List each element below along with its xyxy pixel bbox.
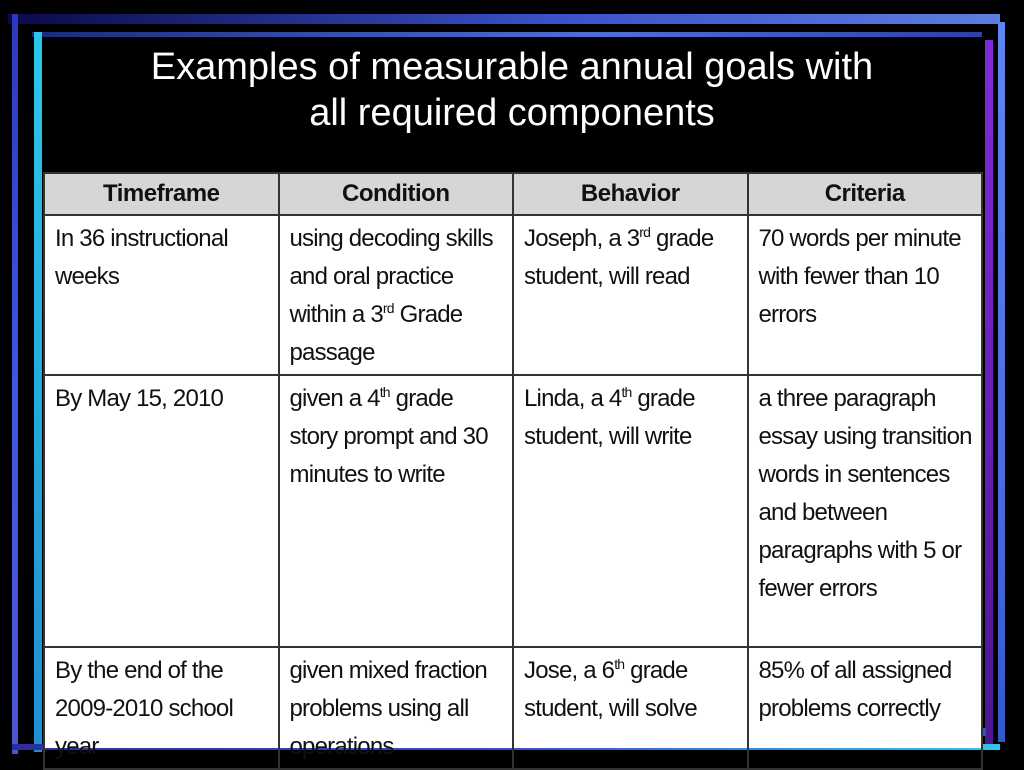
table-row (44, 375, 982, 647)
cell-timeframe: By May 15, 2010 (44, 375, 279, 647)
cell-text: using decoding skills and oral practice within a 3 (289, 225, 493, 328)
cell-text: grade student, will solve (524, 657, 697, 722)
cell-timeframe: By the end of the 2009-2010 school year (44, 647, 279, 769)
cell-text: grade student, will read (524, 225, 714, 290)
cell-behavior (513, 647, 748, 769)
cell-text: given a 4 (289, 385, 380, 412)
frame-bar-right (998, 22, 1005, 742)
header-condition: Condition (279, 173, 514, 215)
cell-text: Grade passage (289, 301, 463, 366)
header-behavior: Behavior (513, 173, 748, 215)
cell-condition (279, 375, 514, 647)
table-header-row (44, 173, 982, 215)
header-timeframe: Timeframe (44, 173, 279, 215)
frame-bar-left-inner (34, 32, 42, 752)
slide-title-line-2: all required components (309, 92, 715, 134)
cell-criteria: 70 words per minute with fewer than 10 errors (748, 215, 983, 375)
slide-title-line-1: Examples of measurable annual goals with (150, 46, 874, 88)
cell-text: grade story prompt and 30 minutes to write (289, 385, 488, 488)
table-row (44, 215, 982, 375)
cell-timeframe: In 36 instructional weeks (44, 215, 279, 375)
cell-criteria: 85% of all assigned problems correctly (748, 647, 983, 769)
goals-table (43, 172, 983, 770)
slide-title (44, 44, 980, 136)
cell-behavior (513, 215, 748, 375)
ordinal-suffix: th (379, 384, 390, 400)
cell-text: Jose, a 6 (524, 657, 615, 684)
table-row (44, 647, 982, 769)
cell-text: Joseph, a 3 (524, 225, 640, 252)
ordinal-suffix: th (614, 656, 625, 672)
cell-criteria: a three paragraph essay using transition words in sentences and between paragraphs with 5 or fewer errors (748, 375, 983, 647)
cell-behavior (513, 375, 748, 647)
frame-bar-left (12, 14, 18, 754)
header-criteria: Criteria (748, 173, 983, 215)
ordinal-suffix: th (621, 384, 632, 400)
frame-bar-top-inner (32, 32, 982, 37)
ordinal-suffix: rd (382, 300, 394, 316)
cell-condition: given mixed fraction problems using all operations (279, 647, 514, 769)
cell-text: grade student, will write (524, 385, 695, 450)
ordinal-suffix: rd (639, 224, 651, 240)
cell-condition (279, 215, 514, 375)
cell-text: Linda, a 4 (524, 385, 622, 412)
frame-bar-right-inner (985, 40, 993, 748)
frame-bar-top (8, 14, 1000, 24)
goals-table-container (43, 172, 983, 760)
